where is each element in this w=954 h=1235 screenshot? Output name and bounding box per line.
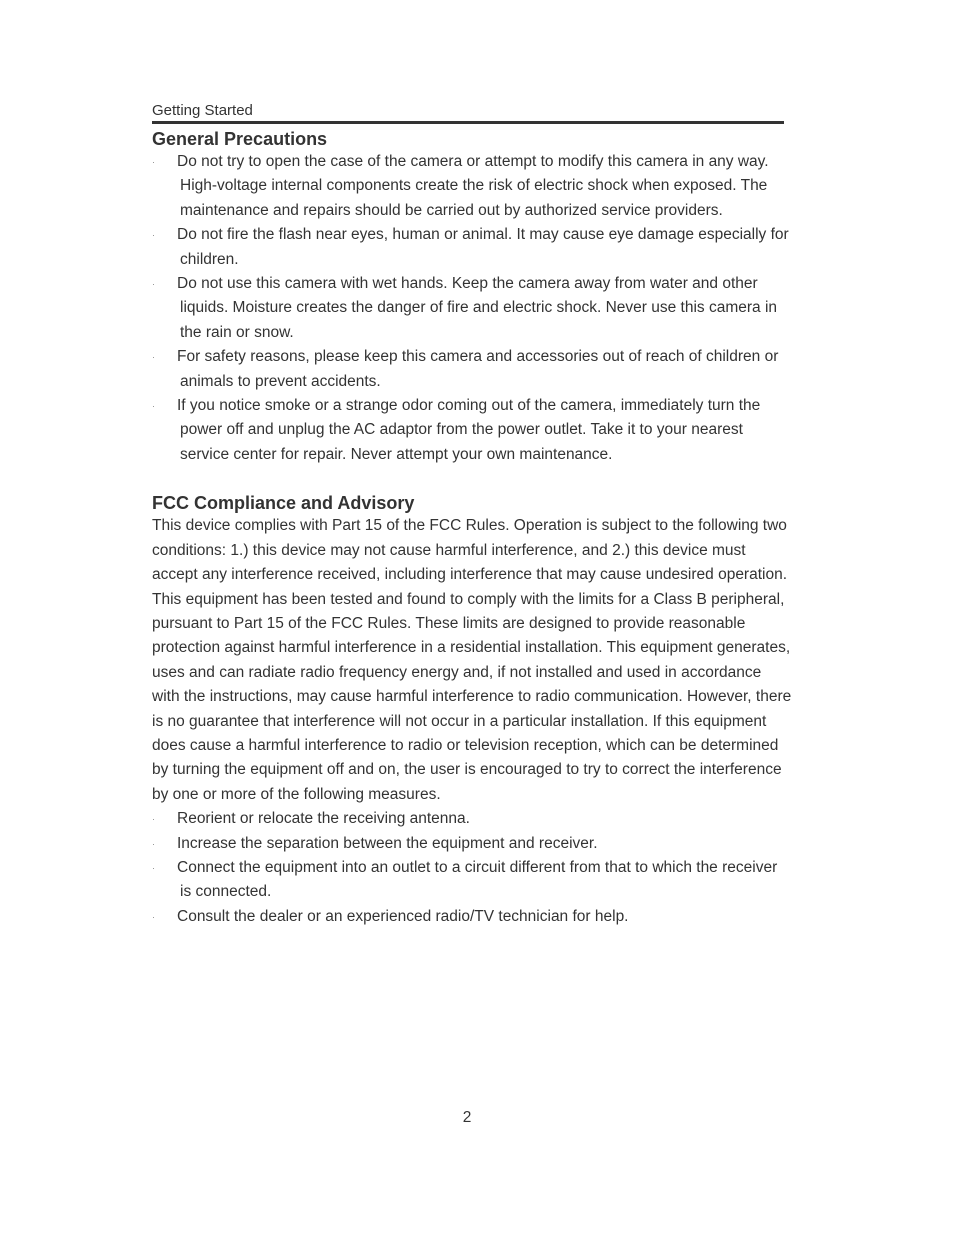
bullet-icon: ·	[152, 157, 155, 167]
bullet-icon: ·	[152, 814, 155, 825]
bullet-icon: ·	[152, 862, 155, 873]
list-item: · Reorient or relocate the receiving antenna.	[152, 807, 792, 831]
list-item: · Do not use this camera with wet hands. Keep the camera away from water and other liquids. Moisture creates the danger of fire and electric shock. Never use this camera in the rain or snow.	[152, 272, 792, 345]
document-page	[152, 102, 792, 929]
fcc-paragraph-2: This equipment has been tested and found to comply with the limits for a Class B peripheral, pursuant to Part 15 of the FCC Rules. These limits are designed to provide reasonable protection against harmful interference in a residential installation. This equipment generates, uses and can radiate radio frequency energy and, if not installed and used in accordance with the instructions, may cause harmful interference to radio communication. However, there is no guarantee that interference will not occur in a particular installation. If this equipment does cause a harmful interference to radio or television reception, which can be determined by turning the equipment off and on, the user is encouraged to try to correct the interference by one or more of the following measures.	[152, 590, 792, 803]
list-item: · Do not try to open the case of the camera or attempt to modify this camera in any way. High-voltage internal components create the risk of electric shock when exposed. The maintenance and repairs should be carried out by authorized service providers.	[152, 150, 792, 223]
fcc-title: FCC Compliance and Advisory	[152, 493, 415, 514]
bullet-icon: ·	[152, 401, 155, 412]
list-item: · Increase the separation between the equipment and receiver.	[152, 832, 792, 856]
bullet-icon: ·	[152, 838, 155, 849]
bullet-icon: ·	[152, 279, 155, 290]
bullet-icon: ·	[152, 911, 155, 922]
bullet-icon: ·	[152, 352, 155, 363]
running-header: Getting Started	[152, 102, 253, 119]
precautions-list	[152, 150, 792, 467]
list-item: · Consult the dealer or an experienced radio/TV technician for help.	[152, 905, 792, 929]
header-rule	[152, 121, 784, 124]
measures-list	[152, 807, 792, 929]
list-item: · Connect the equipment into an outlet to a circuit different from that to which the receiver is connected.	[152, 856, 792, 905]
list-item: · For safety reasons, please keep this camera and accessories out of reach of children or animals to prevent accidents.	[152, 345, 792, 394]
list-item: · If you notice smoke or a strange odor coming out of the camera, immediately turn the power off and unplug the AC adaptor from the power outlet. Take it to your nearest service center for repair. Never attempt your own maintenance.	[152, 394, 792, 467]
bullet-icon: ·	[152, 230, 155, 241]
list-item: · Do not fire the flash near eyes, human or animal. It may cause eye damage especially for children.	[152, 223, 792, 272]
fcc-paragraph-1: This device complies with Part 15 of the FCC Rules. Operation is subject to the following two conditions: 1.) this device may not cause harmful interference, and 2.) this device must accept any interference received, including interference that may cause undesired operation.	[152, 517, 788, 584]
page-number: 2	[462, 1109, 472, 1126]
general-precautions-title: General Precautions	[152, 129, 328, 149]
